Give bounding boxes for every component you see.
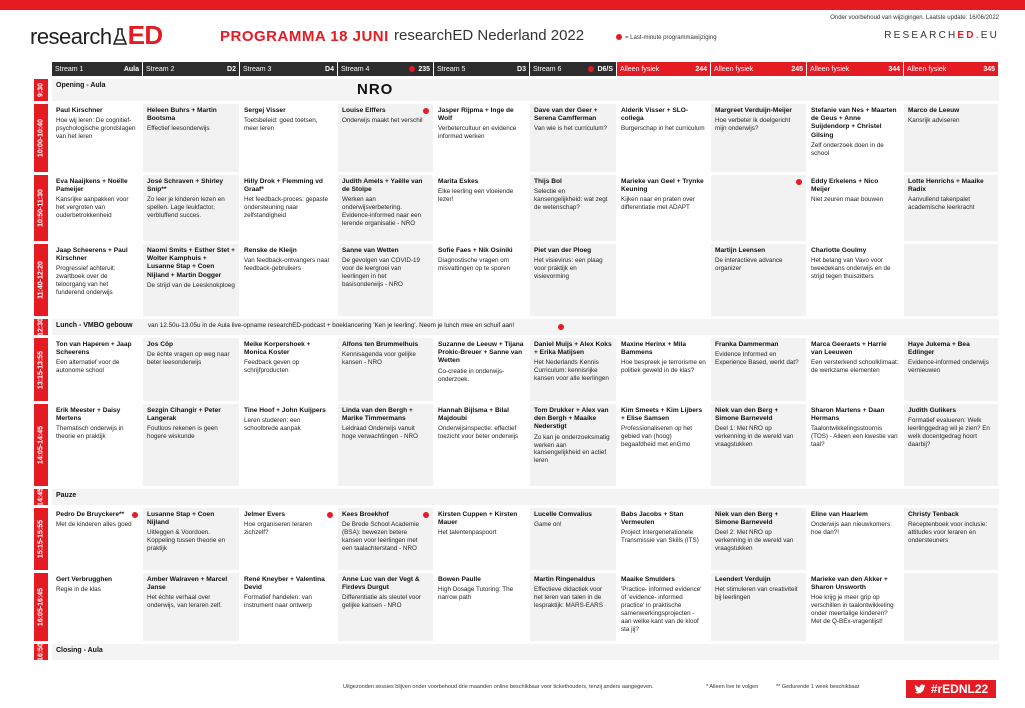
update-note: Onder voorbehoud van wijzigingen. Laatste update: 16/06/2022 — [830, 15, 999, 21]
logo-text: research — [30, 24, 112, 49]
session-cell[interactable] — [904, 573, 998, 641]
time-label: 16:05-16:45 — [37, 587, 45, 627]
session-cell[interactable] — [52, 104, 142, 172]
speaker-name: Renske de Kleijn — [244, 247, 297, 254]
session-cell[interactable] — [434, 573, 529, 641]
stream-room: D2 — [227, 65, 236, 73]
session-cell[interactable] — [807, 175, 903, 241]
speaker-name: Niek van den Berg + Simone Barneveld — [715, 407, 779, 423]
session-cell[interactable] — [617, 104, 710, 172]
session-cell[interactable] — [807, 244, 903, 316]
speaker-name: Hannah Bijlsma + Bilal Majdoubi — [438, 407, 509, 423]
speaker-name: Thijs Bol — [534, 178, 562, 185]
session-cell[interactable] — [711, 404, 806, 486]
session-title: Elke leerling een vloeiende lezer! — [438, 188, 514, 204]
change-dot-icon — [327, 512, 333, 518]
session-title: Werken aan onderwijsverbetering. Evidence-informed naar een lerende organisatie - NRO — [342, 196, 422, 228]
speaker-name: Lucelle Comvalius — [534, 511, 592, 518]
stream-name: Alleen fysiek — [907, 65, 947, 73]
time-slot — [34, 79, 48, 101]
session-cell[interactable] — [240, 338, 337, 401]
session-cell[interactable] — [338, 573, 433, 641]
time-label: 11:40-12:20 — [37, 261, 45, 299]
opening-bar — [52, 79, 999, 101]
speaker-name: Tine Hoof + John Kuijpers — [244, 407, 326, 414]
footer-note-live: * Alleen live te volgen — [706, 684, 759, 690]
session-cell[interactable] — [617, 338, 710, 401]
session-cell[interactable] — [434, 175, 529, 241]
stream-name: Stream 5 — [437, 65, 466, 73]
session-title: Leidraad Onderwijs vanuit hoge verwachtingen - NRO — [342, 425, 418, 441]
session-cell[interactable] — [617, 573, 710, 641]
speaker-name: Louise Elffers — [342, 107, 386, 114]
session-title: Onderwijs aan nieuwkomers: hoe dan?! — [811, 521, 892, 537]
speaker-name: Maaike Smulders — [621, 576, 675, 583]
time-slot — [34, 644, 48, 660]
speaker-name: Marieke van den Akker + Sharon Unsworth — [811, 576, 888, 592]
session-title: Het échte verhaal over onderwijs, van leraren zelf. — [147, 594, 222, 610]
time-slot — [34, 489, 48, 505]
session-title: Foutloos rekenen is geen hogere wiskunde — [147, 425, 218, 441]
session-title: Selectie en kansengelijkheid: wat zegt de wetenschap? — [534, 188, 608, 211]
session-title: Zelf onderzoek doen in de school — [811, 141, 884, 157]
url-ed: ED — [957, 30, 976, 41]
session-cell[interactable] — [530, 508, 616, 570]
lunch-bar — [52, 319, 999, 335]
session-title: Project Intergenerationele Transmissie van Skills (ITS) — [621, 529, 699, 545]
session-cell[interactable] — [530, 244, 616, 316]
session-title: Effectief leesonderwijs — [147, 125, 210, 133]
speaker-name: Ton van Haperen + Jaap Scheerens — [56, 341, 132, 357]
speaker-name: Bowen Paulle — [438, 576, 481, 583]
session-title: Hoe bespreek je terrorisme en politiek geweld in de klas? — [621, 359, 706, 375]
speaker-name: Amber Walraven + Marcel Janse — [147, 576, 228, 592]
speaker-name: Margreet Verduijn-Meijer — [715, 107, 792, 114]
session-title: Aanvullend takenpalet academische leerkracht — [908, 196, 975, 212]
page-header — [0, 10, 1025, 57]
time-label: 10:50-11:30 — [37, 189, 45, 227]
speaker-name: Jelmer Evers — [244, 511, 286, 518]
session-cell[interactable] — [240, 404, 337, 486]
time-slot — [34, 404, 48, 486]
session-cell[interactable] — [240, 104, 337, 172]
session-title: Effectieve didactiek voor het leren van talen in de lespraktijk: MARS-EARS — [534, 586, 603, 609]
session-cell[interactable] — [434, 338, 529, 401]
session-title: De échte vragen op weg naar beter leesonderwijs — [147, 351, 230, 367]
stream-header — [711, 62, 806, 76]
stream-name: Alleen fysiek — [714, 65, 754, 73]
session-title: Een alternatief voor de autonome school — [56, 359, 120, 375]
session-cell[interactable] — [143, 508, 239, 570]
stream-header — [52, 62, 142, 76]
stream-room: D6/S — [597, 65, 613, 73]
pauze-bar — [52, 489, 999, 505]
session-title: De Brede School Academie (BSA): bewezen betere kansen voor leerlingen met een taalachterstand - NRO — [342, 521, 420, 552]
speaker-name: Maxine Herinx + Mila Bammens — [621, 341, 687, 357]
twitter-icon — [914, 683, 926, 695]
speaker-name: Martijn Leensen — [715, 247, 766, 254]
stream-header — [617, 62, 710, 76]
session-cell[interactable] — [338, 404, 433, 486]
speaker-name: Christy Tenback — [908, 511, 959, 518]
time-slot — [34, 244, 48, 316]
speaker-name: Sergej Visser — [244, 107, 286, 114]
session-cell[interactable] — [904, 244, 998, 316]
speaker-name: Charlotte Goulmy — [811, 247, 867, 254]
session-title: Formatief evalueren: Welk leerlinggedrag wil je zien? En welk docentgedrag hoort daarbij? — [908, 417, 990, 448]
session-title: De interactieve advance organizer — [715, 257, 783, 273]
session-title: Burgerschap in het curriculum — [621, 125, 705, 133]
time-slot — [34, 104, 48, 172]
change-dot-icon — [132, 512, 138, 518]
speaker-name: Sharon Martens + Daan Hermans — [811, 407, 885, 423]
session-cell[interactable] — [904, 175, 998, 241]
session-title: Een versterkend schoolklimaat: de werkzame elementen — [811, 359, 899, 375]
top-red-bar — [0, 0, 1025, 10]
stream-header — [143, 62, 239, 76]
stream-name: Stream 1 — [55, 65, 84, 73]
session-cell[interactable] — [711, 104, 806, 172]
session-title: Kennisagenda voor gelijke kansen - NRO — [342, 351, 416, 367]
change-dot-icon — [423, 512, 429, 518]
legend-text: = Last-minute programmawijziging — [625, 35, 717, 41]
speaker-name: Niek van den Berg + Simone Barneveld — [715, 511, 779, 527]
stream-header — [240, 62, 337, 76]
speaker-name: Sanne van Wetten — [342, 247, 399, 254]
speaker-name: Suzanne de Leeuw + Tijana Prokic-Breuer + Sanne van Wetten — [438, 341, 524, 365]
session-cell[interactable] — [530, 104, 616, 172]
session-title: Het visievirus: een plaag voor praktijk en visievorming — [534, 257, 603, 280]
session-cell[interactable] — [711, 508, 806, 570]
session-title: Van wie is het curriculum? — [534, 125, 608, 133]
logo-ed: ED — [127, 20, 163, 50]
session-cell[interactable] — [617, 175, 710, 241]
time-label: 10:00-10:40 — [37, 118, 45, 158]
stream-name: Stream 3 — [243, 65, 272, 73]
speaker-name: Alfons ten Brummelhuis — [342, 341, 419, 348]
session-cell[interactable] — [240, 508, 337, 570]
session-cell[interactable] — [240, 175, 337, 241]
lunch-text: van 12.50u-13.05u in de Aula live-opname researchED-podcast + boeklancering 'Ken je leerling'. Neem je lunch mee en schuif aan! — [148, 322, 515, 329]
speaker-name: Lotte Henrichs + Maaike Radix — [908, 178, 984, 194]
session-cell[interactable] — [434, 244, 529, 316]
session-title: Hoe wij leren: De cognitief-psychologische grondslagen van het leren — [56, 117, 136, 140]
speaker-name: Marita Eskes — [438, 178, 479, 185]
speaker-name: Martin Ringenaldus — [534, 576, 596, 583]
change-dot-icon — [558, 324, 564, 330]
session-cell[interactable] — [904, 404, 998, 486]
session-cell[interactable] — [904, 508, 998, 570]
lunch-label: Lunch - VMBO gebouw — [56, 322, 133, 329]
footer-note-week: ** Gedurende 1 week beschikbaar — [776, 684, 860, 690]
session-cell[interactable] — [530, 338, 616, 401]
session-title: Van feedback-ontvangers naar feedback-gebruikers — [244, 257, 330, 273]
stream-room: 235 — [418, 65, 430, 73]
closing-label: Closing - Aula — [56, 647, 103, 654]
session-cell[interactable] — [52, 508, 142, 570]
session-title: Het Nederlands Kennis Curriculum: kennisrijke kansen voor alle leerlingen — [534, 359, 609, 383]
session-cell[interactable] — [530, 573, 616, 641]
session-title: Diagnostische vragen om misvattingen op te sporen — [438, 257, 511, 273]
nro-logo-text: NRO — [357, 81, 394, 98]
speaker-name: Marieke van Geel + Trynke Keuning — [621, 178, 704, 194]
stream-room: 245 — [791, 65, 803, 73]
change-dot-icon — [409, 66, 415, 72]
change-dot-icon — [588, 66, 594, 72]
footer-note: Uitgezonden sessies blijven onder voorbehoud drie maanden online beschikbaar voor tickethouders, tenzij anders aangegeven. — [343, 684, 654, 690]
session-title: Co-creatie in onderwijs-onderzoek. — [438, 367, 505, 383]
session-title: 'Practice- informed evidence' of 'evidence- informed practice' in praktische samenwerkingsprojecten - aan welke kant van de kloof sta jij? — [621, 586, 702, 633]
speaker-name: Erik Meester + Daisy Mertens — [56, 407, 121, 423]
session-cell[interactable] — [711, 338, 806, 401]
session-title: Kansrijke aanpakken voor het vergroten van ouderbetrokkenheid — [56, 196, 129, 220]
session-cell[interactable] — [711, 244, 806, 316]
time-slot — [34, 573, 48, 641]
stream-name: Stream 4 — [341, 65, 370, 73]
session-title: Thematisch onderwijs in theorie en praktijk — [56, 425, 124, 441]
speaker-name: Sofie Faes + Nik Osiniki — [438, 247, 513, 254]
speaker-name: Jaap Scheerens + Paul Kirschner — [56, 247, 128, 263]
speaker-name: Hilly Drok + Flemming vd Graaf* — [244, 178, 323, 194]
change-dot-icon — [616, 34, 622, 40]
session-cell[interactable] — [807, 104, 903, 172]
session-cell[interactable] — [617, 508, 710, 570]
session-cell[interactable] — [807, 404, 903, 486]
session-cell[interactable] — [143, 244, 239, 316]
speaker-name: Marca Geeraets + Harrie van Leeuwen — [811, 341, 887, 357]
speaker-name: Heleen Buhrs + Martin Bootsma — [147, 107, 217, 123]
url-pre: RESEARCH — [884, 30, 958, 41]
session-title: Deel 2: Met NRO op verkenning in de wereld van vraagstukken — [715, 529, 794, 553]
session-cell[interactable] — [711, 573, 806, 641]
session-title: Evidence-informed onderwijs vernieuwen — [908, 359, 989, 375]
session-cell[interactable] — [711, 175, 806, 241]
flask-icon — [113, 28, 127, 46]
session-title: Deel 1: Met NRO op verkenning in de wereld van vraagstukken — [715, 425, 794, 449]
session-title: Uitleggen & Voordoen. Koppeling tussen theorie en praktijk — [147, 529, 226, 553]
stream-header — [530, 62, 616, 76]
speaker-name: Pedro De Bruyckere** — [56, 511, 125, 518]
session-cell[interactable] — [240, 573, 337, 641]
speaker-name: Haye Jukema + Bea Edlinger — [908, 341, 970, 357]
nro-logo — [357, 81, 393, 98]
stream-room: 244 — [695, 65, 707, 73]
session-title: Game on! — [534, 521, 562, 529]
session-cell[interactable] — [807, 508, 903, 570]
session-cell[interactable] — [52, 573, 142, 641]
stream-name: Stream 6 — [533, 65, 562, 73]
programma-title: PROGRAMMA 18 JUNI — [220, 28, 389, 45]
session-title: Hoe verbeter ik doelgericht mijn onderwijs? — [715, 117, 791, 133]
session-cell[interactable] — [143, 104, 239, 172]
speaker-name: Kim Smeets + Kim Lijbers + Elise Samsen — [621, 407, 703, 423]
session-cell[interactable] — [143, 573, 239, 641]
speaker-name: Tom Drukker + Alex van den Bergh + Maaike Nederstigt — [534, 407, 609, 431]
session-title: High Dosage Tutoring: The narrow path — [438, 586, 514, 602]
time-label: 12:30 — [37, 318, 45, 336]
session-title: Toetsbeleid: goed toetsen, meer leren — [244, 117, 318, 133]
speaker-name: Alderik Visser + SLO-collega — [621, 107, 689, 123]
stream-name: Alleen fysiek — [810, 65, 850, 73]
speaker-name: Piet van der Ploeg — [534, 247, 592, 254]
change-dot-icon — [423, 108, 429, 114]
speaker-name: Leendert Verduijn — [715, 576, 771, 583]
speaker-name: Linda van den Bergh + Marike Timmermans — [342, 407, 413, 423]
session-cell[interactable] — [904, 338, 998, 401]
session-cell[interactable] — [530, 404, 616, 486]
speaker-name: José Schraven + Shirley Snip** — [147, 178, 224, 194]
stream-room: D4 — [325, 65, 334, 73]
speaker-name: Kees Broekhof — [342, 511, 389, 518]
speaker-name: Meike Korpershoek + Monica Koster — [244, 341, 311, 357]
legend — [616, 34, 717, 41]
speaker-name: Eline van Haarlem — [811, 511, 868, 518]
session-cell[interactable] — [338, 244, 433, 316]
session-cell[interactable] — [434, 404, 529, 486]
speaker-name: Dave van der Geer + Serena Camfferman — [534, 107, 598, 123]
session-cell[interactable] — [52, 175, 142, 241]
session-cell[interactable] — [52, 338, 142, 401]
time-label: 14:05-14:45 — [37, 425, 45, 465]
session-title: Evidence Informed en Experience Based, werkt dat? — [715, 351, 799, 367]
stream-header — [434, 62, 529, 76]
closing-bar — [52, 644, 999, 660]
speaker-name: Lusanne Stap + Coen Nijland — [147, 511, 215, 527]
session-title: Hoe krijg je meer grip op verschillen in taalontwikkeling onder meertalige kinderen? Met de Q-BEx-vragenlijst! — [811, 594, 894, 626]
speaker-name: Jasper Rijpma + Inge de Wolf — [438, 107, 514, 123]
time-slot — [34, 175, 48, 241]
session-title: Zo leer je kinderen lezen en spellen. Lage leukfactor, verbluffend succes. — [147, 196, 225, 220]
session-title: Het stimuleren van creativiteit bij leerlingen — [715, 586, 798, 602]
session-title: Het feedback-proces: gepaste ondersteuning naar zelfstandigheid — [244, 196, 329, 220]
speaker-name: Naomi Smits + Esther Stet + Wolter Kamphuis + Lusanne Stap + Coen Nijland + Martin Dogger — [147, 247, 235, 279]
speaker-name: Marco de Leeuw — [908, 107, 960, 114]
session-title: Onderwijs maakt het verschil — [342, 117, 423, 125]
speaker-name: Gert Verbrugghen — [56, 576, 113, 583]
session-title: Verbetercultuur en evidence informed werken — [438, 125, 517, 141]
speaker-name: Paul Kirschner — [56, 107, 103, 114]
session-title: Professionaliseren op het gebied van (hoog) begaafdheid met enGmo — [621, 425, 693, 449]
session-title: Hoe organiseren leraren zichzelf? — [244, 521, 312, 537]
stream-header — [807, 62, 903, 76]
stream-room: 344 — [888, 65, 900, 73]
time-label: 16:50 — [37, 643, 45, 661]
session-cell[interactable] — [143, 175, 239, 241]
time-label: 13:15-13:55 — [37, 350, 45, 389]
session-title: Kijken naar en praten over differentiatie met ADAPT — [621, 196, 695, 212]
session-title: Onderwijsinspectie: effectief toezicht voor beter onderwijs — [438, 425, 519, 441]
session-title: Differentiatie als sleutel voor gelijke kansen - NRO — [342, 594, 421, 610]
session-cell[interactable] — [338, 104, 433, 172]
speaker-name: Eddy Erkelens + Nico Meijer — [811, 178, 879, 194]
time-label: 15:15-15:55 — [37, 519, 45, 559]
stream-room: Aula — [123, 65, 139, 73]
session-cell[interactable] — [904, 104, 998, 172]
session-title: Leren studeren: een schoolbrede aanpak — [244, 417, 301, 433]
speaker-name: Babs Jacobs + Stan Vermeulen — [621, 511, 684, 527]
session-cell[interactable] — [143, 338, 239, 401]
session-title: Receptenboek voor inclusie: attitudes voor leraren en ondersteuners — [908, 521, 988, 544]
session-title: Met de kinderen alles goed — [56, 521, 132, 529]
speaker-name: Sezgin Cihangir + Peter Langerak — [147, 407, 221, 423]
session-title: Progressief achteruit: zwartboek over de teloorgang van het funderend onderwijs — [56, 265, 116, 297]
speaker-name: Stefanie van Nes + Maarten de Geus + Anne Suijdendorp + Christel Gilsing — [811, 107, 897, 139]
session-title: Feedback geven op schrijfproducten — [244, 359, 300, 375]
stream-header — [338, 62, 433, 76]
speaker-name: Judith Amels + Yaëlle van de Stolpe — [342, 178, 423, 194]
time-label: 14:45 — [37, 488, 45, 506]
session-title: Formatief handelen: van instrument naar ontwerp — [244, 594, 312, 610]
session-title: Het talentenpaspoort — [438, 529, 497, 537]
stream-header — [904, 62, 998, 76]
speaker-name: Anne Luc van der Vegt & Firdevs Durgut — [342, 576, 420, 592]
time-slot — [34, 319, 48, 335]
stream-room: D3 — [517, 65, 526, 73]
event-subtitle: researchED Nederland 2022 — [394, 27, 585, 44]
session-cell[interactable] — [52, 404, 142, 486]
session-cell[interactable] — [52, 244, 142, 316]
session-cell[interactable] — [338, 175, 433, 241]
opening-label: Opening - Aula — [56, 82, 106, 89]
stream-room: 345 — [983, 65, 995, 73]
session-cell[interactable] — [434, 104, 529, 172]
site-url[interactable] — [884, 30, 999, 41]
speaker-name: Judith Gulikers — [908, 407, 956, 414]
speaker-name: Kirsten Cuppen + Kirsten Mauer — [438, 511, 518, 527]
session-cell[interactable] — [338, 508, 433, 570]
session-title: De strijd van de Leesknokploeg — [147, 281, 235, 289]
stream-name: Alleen fysiek — [620, 65, 660, 73]
session-title: Regie in de klas — [56, 586, 101, 594]
url-post: .EU — [975, 30, 999, 41]
session-cell[interactable] — [807, 338, 903, 401]
session-cell[interactable] — [617, 244, 710, 316]
speaker-name: René Kneyber + Valentina Devid — [244, 576, 325, 592]
speaker-name: Eva Naaijkens + Noëlle Pameijer — [56, 178, 128, 194]
hashtag-text: #rEDNL22 — [930, 682, 989, 696]
session-cell[interactable] — [530, 175, 616, 241]
session-title: Niet zeuren maar bouwen — [811, 196, 884, 204]
session-title: Zo kan je onderzoeksmatig werken aan kansengelijkheid en actief leren — [534, 433, 610, 465]
speaker-name: Jos Cöp — [147, 341, 174, 348]
researched-logo — [30, 20, 163, 51]
time-label: 9:30 — [37, 82, 45, 98]
change-dot-icon — [796, 179, 802, 185]
session-title: Het belang van Vavo voor tweedekans onderwijs en de strijd tegen thuiszitters — [811, 257, 891, 280]
session-title: Kansrijk adviseren — [908, 117, 960, 125]
time-slot — [34, 508, 48, 570]
stream-name: Stream 2 — [146, 65, 175, 73]
session-title: Taalontwikkelingsstoornis (TOS) - Alleen een kwestie van taal? — [811, 425, 898, 449]
session-cell[interactable] — [338, 338, 433, 401]
session-cell[interactable] — [143, 404, 239, 486]
hashtag-badge[interactable] — [906, 680, 996, 698]
pauze-label: Pauze — [56, 492, 77, 499]
speaker-name: Franka Dammerman — [715, 341, 779, 348]
session-cell[interactable] — [807, 573, 903, 641]
session-cell[interactable] — [617, 404, 710, 486]
session-cell[interactable] — [434, 508, 529, 570]
session-cell[interactable] — [240, 244, 337, 316]
speaker-name: Daniel Muijs + Alex Koks + Erika Matijsen — [534, 341, 612, 357]
session-title: De gevolgen van COVID-19 voor de leergroei van leerlingen in het basisonderwijs - NRO — [342, 257, 421, 288]
time-slot — [34, 338, 48, 401]
